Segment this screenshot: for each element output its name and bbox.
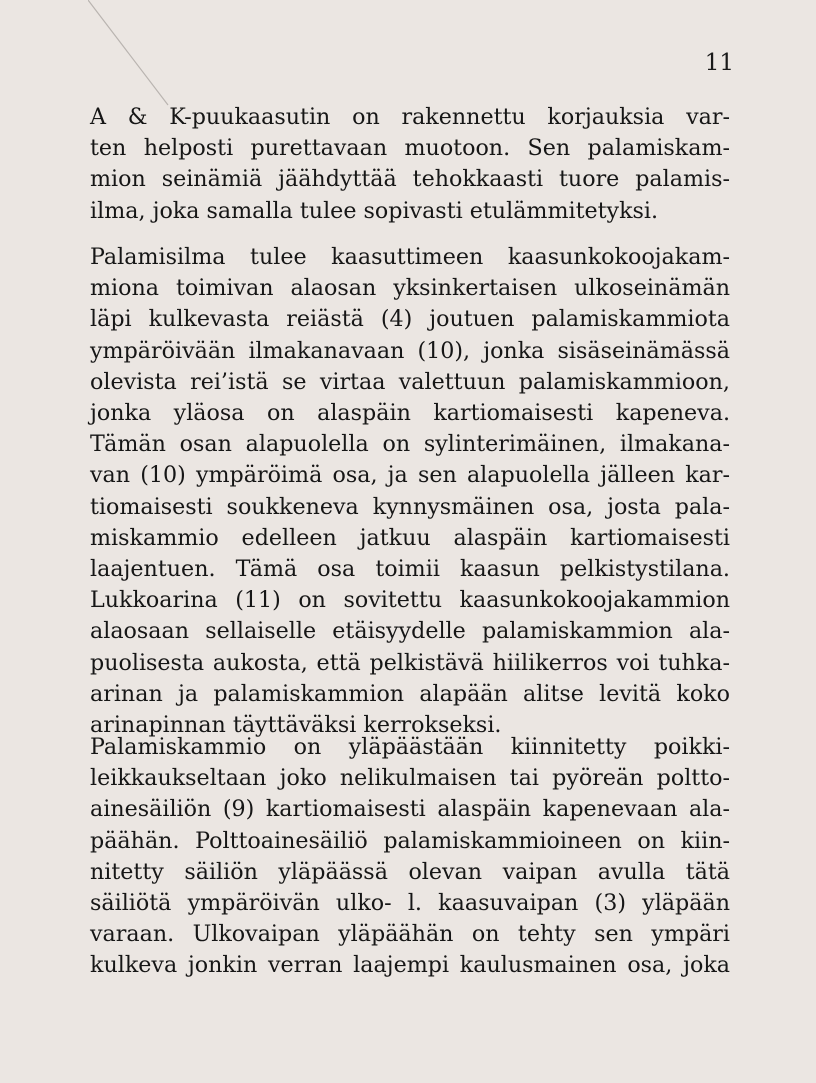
text-line: nitetty säiliön yläpäässä olevan vaipan avulla tätä — [90, 858, 730, 885]
paragraph-3 — [90, 732, 730, 982]
text-line: säiliötä ympäröivän ulko- l. kaasuvaipan (3) yläpään — [90, 890, 730, 917]
text-line: miona toimivan alaosan yksinkertaisen ulkoseinämän — [90, 275, 730, 302]
text-line: läpi kulkevasta reiästä (4) joutuen palamiskammiota — [90, 306, 730, 333]
text-line: ympäröivään ilmakanavaan (10), jonka sisäseinämässä — [90, 337, 730, 364]
text-line: mion seinämiä jäähdyttää tehokkaasti tuore palamis- — [90, 166, 730, 193]
text-line: van (10) ympäröimä osa, ja sen alapuolella jälleen kar- — [90, 462, 730, 489]
text-line: Palamisilma tulee kaasuttimeen kaasunkokoojakam- — [90, 244, 730, 270]
text-line: päähän. Polttoainesäiliö palamiskammioineen on kiin- — [90, 827, 730, 854]
text-line: puolisesta aukosta, että pelkistävä hiilikerros voi tuhka- — [90, 649, 730, 676]
text-line: kulkeva jonkin verran laajempi kaulusmainen osa, joka — [90, 952, 730, 979]
text-line: ten helposti purettavaan muotoon. Sen palamiskam- — [90, 135, 730, 162]
text-line: jonka yläosa on alaspäin kartiomaisesti kapeneva. — [90, 400, 730, 427]
page-number: 11 — [704, 50, 734, 76]
text-line: olevista rei’istä se virtaa valettuun palamiskammioon, — [90, 368, 730, 395]
text-line: Palamiskammio on yläpäästään kiinnitetty poikki- — [90, 734, 730, 760]
text-line: laajentuen. Tämä osa toimii kaasun pelkistystilana. — [90, 556, 730, 583]
text-line: miskammio edelleen jatkuu alaspäin kartiomaisesti — [90, 524, 730, 551]
text-line: ilma, joka samalla tulee sopivasti etulämmitetyksi. — [90, 197, 659, 224]
paragraph-1 — [90, 102, 730, 227]
text-line: ainesäiliön (9) kartiomaisesti alaspäin kapenevaan ala- — [90, 796, 730, 823]
text-line: tiomaisesti soukkeneva kynnysmäinen osa, josta pala- — [90, 493, 730, 520]
text-line: leikkaukseltaan joko nelikulmaisen tai pyöreän poltto- — [90, 765, 730, 792]
text-line: alaosaan sellaiselle etäisyydelle palamiskammion ala- — [90, 618, 730, 645]
text-line: Lukkoarina (11) on sovitettu kaasunkokoojakammion — [90, 587, 730, 614]
text-line: Tämän osan alapuolella on sylinterimäinen, ilmakana- — [90, 431, 730, 458]
text-line: varaan. Ulkovaipan yläpäähän on tehty sen ympäri — [90, 921, 730, 948]
paragraph-2 — [90, 242, 730, 741]
text-line: A & K-puukaasutin on rakennettu korjauksia var- — [90, 104, 730, 130]
text-line: arinan ja palamiskammion alapään alitse levitä koko — [90, 680, 730, 707]
text-line: arinapinnan täyttäväksi kerrokseksi. — [90, 712, 502, 739]
